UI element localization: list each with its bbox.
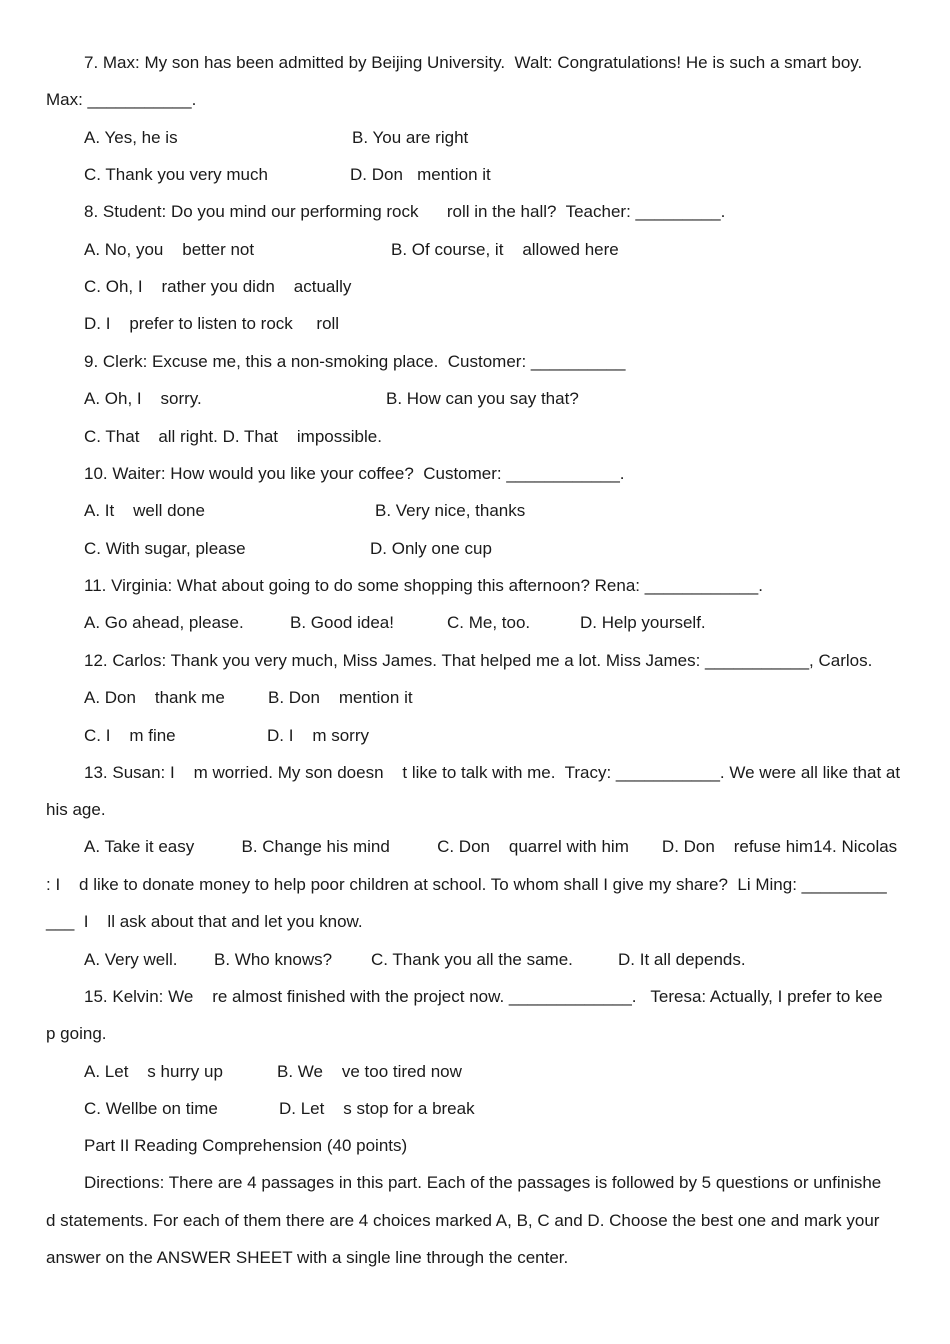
q11-option-c: C. Me, too.	[447, 613, 531, 632]
q15-option-c: C. Wellbe on time	[84, 1099, 218, 1118]
q12-option-b: B. Don mention it	[268, 688, 413, 707]
q14-option-a: A. Very well.	[84, 950, 178, 969]
q15-stem-continued: p going.	[46, 1024, 107, 1043]
q14-option-b: B. Who knows?	[214, 950, 333, 969]
q10-option-a: A. It well done	[84, 501, 205, 520]
q15-option-b: B. We ve too tired now	[277, 1062, 462, 1081]
q11-option-b: B. Good idea!	[290, 613, 394, 632]
q12-option-d: D. I m sorry	[267, 726, 369, 745]
q8-option-b: B. Of course, it allowed here	[391, 240, 619, 259]
q7-stem-continued: Max: ___________.	[46, 90, 197, 109]
q10-stem: 10. Waiter: How would you like your coffee? Customer: ____________.	[84, 464, 625, 483]
q10-option-c: C. With sugar, please	[84, 539, 246, 558]
q15-stem: 15. Kelvin: We re almost finished with the project now. _____________. Teresa: Actually, I prefer to kee	[84, 987, 883, 1006]
q12-option-c: C. I m fine	[84, 726, 176, 745]
q7-option-d: D. Don mention it	[350, 165, 491, 184]
q8-option-c: C. Oh, I rather you didn actually	[84, 277, 352, 296]
q13-options: A. Take it easy B. Change his mind C. Don quarrel with him D. Don refuse him14. Nicolas	[84, 837, 898, 856]
q9-option-b: B. How can you say that?	[386, 389, 579, 408]
q7-stem: 7. Max: My son has been admitted by Beijing University. Walt: Congratulations! He is such a smart boy.	[84, 53, 863, 72]
q15-option-a: A. Let s hurry up	[84, 1062, 223, 1081]
q13-stem: 13. Susan: I m worried. My son doesn t like to talk with me. Tracy: ___________. We were all like that at	[84, 763, 901, 782]
q8-option-d: D. I prefer to listen to rock roll	[84, 314, 340, 333]
q10-option-b: B. Very nice, thanks	[375, 501, 526, 520]
q14-option-c: C. Thank you all the same.	[371, 950, 573, 969]
q9-stem: 9. Clerk: Excuse me, this a non-smoking place. Customer: __________	[84, 352, 626, 371]
q15-option-d: D. Let s stop for a break	[279, 1099, 475, 1118]
part2-directions-line1: Directions: There are 4 passages in this part. Each of the passages is followed by 5 questions or unfinishe	[84, 1173, 882, 1192]
q11-stem: 11. Virginia: What about going to do some shopping this afternoon? Rena: ____________.	[84, 576, 763, 595]
q14-stem-continued: ___ I ll ask about that and let you know.	[46, 912, 363, 931]
q11-option-a: A. Go ahead, please.	[84, 613, 244, 632]
q12-stem: 12. Carlos: Thank you very much, Miss James. That helped me a lot. Miss James: ___________, Carlos.	[84, 651, 873, 670]
part2-heading: Part II Reading Comprehension (40 points)	[84, 1136, 408, 1155]
q14-option-d: D. It all depends.	[618, 950, 746, 969]
q14-stem: : I d like to donate money to help poor children at school. To whom shall I give my share? Li Ming: _________	[46, 875, 887, 894]
q8-option-a: A. No, you better not	[84, 240, 255, 259]
part2-directions-line3: answer on the ANSWER SHEET with a single line through the center.	[46, 1248, 569, 1267]
q7-option-c: C. Thank you very much	[84, 165, 268, 184]
q13-stem-continued: his age.	[46, 800, 106, 819]
q8-stem: 8. Student: Do you mind our performing rock roll in the hall? Teacher: _________.	[84, 202, 726, 221]
q9-option-cd: C. That all right. D. That impossible.	[84, 427, 382, 446]
q10-option-d: D. Only one cup	[370, 539, 492, 558]
q7-option-a: A. Yes, he is	[84, 128, 178, 147]
q9-option-a: A. Oh, I sorry.	[84, 389, 202, 408]
q11-option-d: D. Help yourself.	[580, 613, 706, 632]
q7-option-b: B. You are right	[352, 128, 469, 147]
part2-directions-line2: d statements. For each of them there are 4 choices marked A, B, C and D. Choose the best one and mark your	[46, 1211, 880, 1230]
q12-option-a: A. Don thank me	[84, 688, 225, 707]
